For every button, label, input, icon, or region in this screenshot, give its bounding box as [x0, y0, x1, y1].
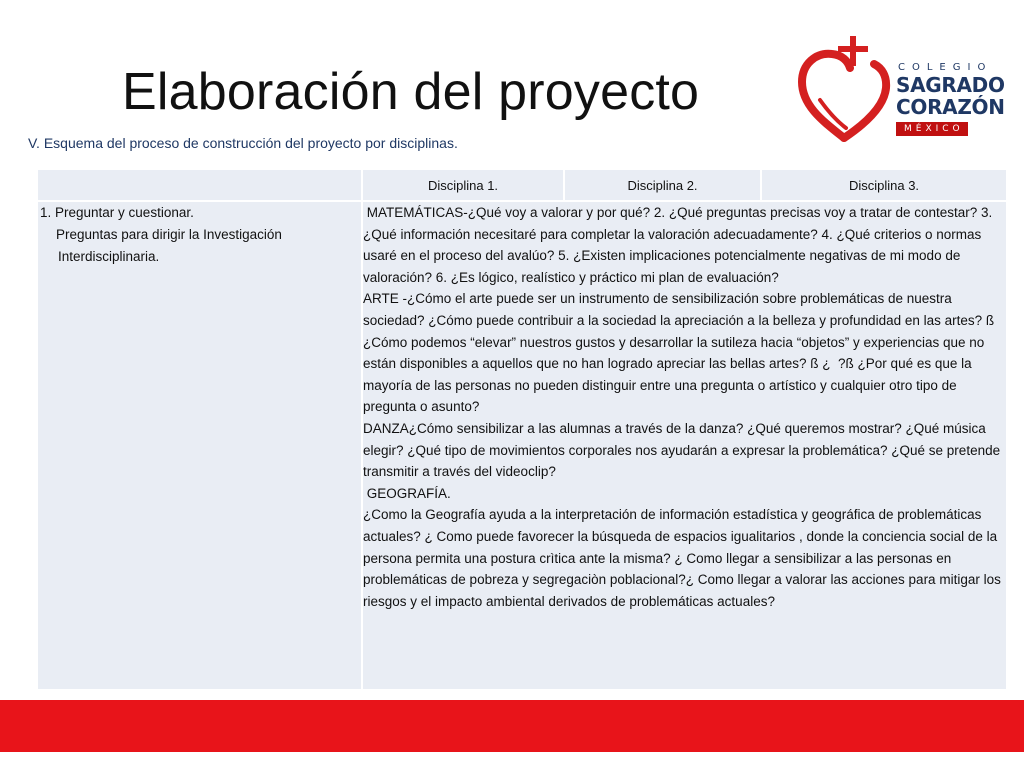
heart-cross-icon — [796, 30, 896, 148]
school-logo — [796, 30, 1011, 148]
header-disciplina-2: Disciplina 2. — [564, 169, 761, 201]
question-line-2: Preguntas para dirigir la Investigación — [56, 227, 282, 242]
slide-subtitle: V. Esquema del proceso de construcción del proyecto por disciplinas. — [28, 135, 458, 151]
disciplines-table — [36, 168, 1008, 691]
answer-matematicas: MATEMÁTICAS-¿Qué voy a valorar y por qué? 2. ¿Qué preguntas precisas voy a tratar de contestar? 3. ¿Qué información necesitaré para completar la valoración adecuadamente? 4. ¿Qué criterios o normas usaré en el proceso del avalúo? 5. ¿Existen implicaciones potencialmente negativas de mi modo de valoración? 6. ¿Es lógico, realístico y práctico mi plan de evaluación? — [363, 205, 997, 285]
question-line-1: 1. Preguntar y cuestionar. — [40, 205, 194, 220]
answer-danza: DANZA¿Cómo sensibilizar a las alumnas a través de la danza? ¿Qué queremos mostrar? ¿Qué música elegir? ¿Qué tipo de movimientos corporales nos ayudarán a expresar la problemática? ¿Qué se pretende transmitir a través del videoclip? — [363, 420, 1004, 480]
table-row — [37, 201, 1007, 690]
logo-badge: MÉXICO — [896, 122, 968, 136]
answer-geografia-heading: GEOGRAFÍA. — [363, 485, 451, 501]
header-disciplina-3: Disciplina 3. — [761, 169, 1007, 201]
logo-line-2: CORAZÓN — [896, 95, 1005, 119]
header-disciplina-1: Disciplina 1. — [362, 169, 564, 201]
table-header-row — [37, 169, 1007, 201]
logo-line-1: SAGRADO — [896, 73, 1005, 97]
header-empty-cell — [37, 169, 362, 201]
answer-geografia: ¿Como la Geografía ayuda a la interpretación de información estadística y geográfica de problemáticas actuales? ¿ Como puede favorecer la búsqueda de espacios igualitarios , donde la conciencia social de la persona permita una postura crìtica ante la misma? ¿ Como llegar a sensibilizar a las personas en problemáticas de pobreza y segregaciòn poblacional?¿ Como llegar a valorar las acciones para mitigar los riesgos y el impacto ambiental derivados de problemáticas actuales? — [363, 507, 1005, 609]
question-line-3: Interdisciplinaria. — [58, 249, 160, 264]
answers-cell — [362, 201, 1007, 690]
slide-title: Elaboración del proyecto — [122, 63, 700, 121]
answer-arte: ARTE -¿Cómo el arte puede ser un instrumento de sensibilización sobre problemáticas de nuestra sociedad? ¿Cómo puede contribuir a la sociedad la apreciación a la belleza y profundidad en las artes? ß ¿Cómo podemos “elevar” nuestros gustos y desarrollar la sutileza hacia “objetos” y experiencias que no están disponibles a aquellos que no han logrado apreciar las bellas artes? ß ¿ ?ß ¿Por qué es que la mayoría de las personas no pueden distinguir entre una pregunta o artístico y cualquier otro tipo de pregunta o asunto? — [363, 291, 998, 415]
footer-red-band — [0, 700, 1024, 752]
question-cell — [37, 201, 362, 690]
logo-small-text: COLEGIO — [898, 62, 993, 73]
